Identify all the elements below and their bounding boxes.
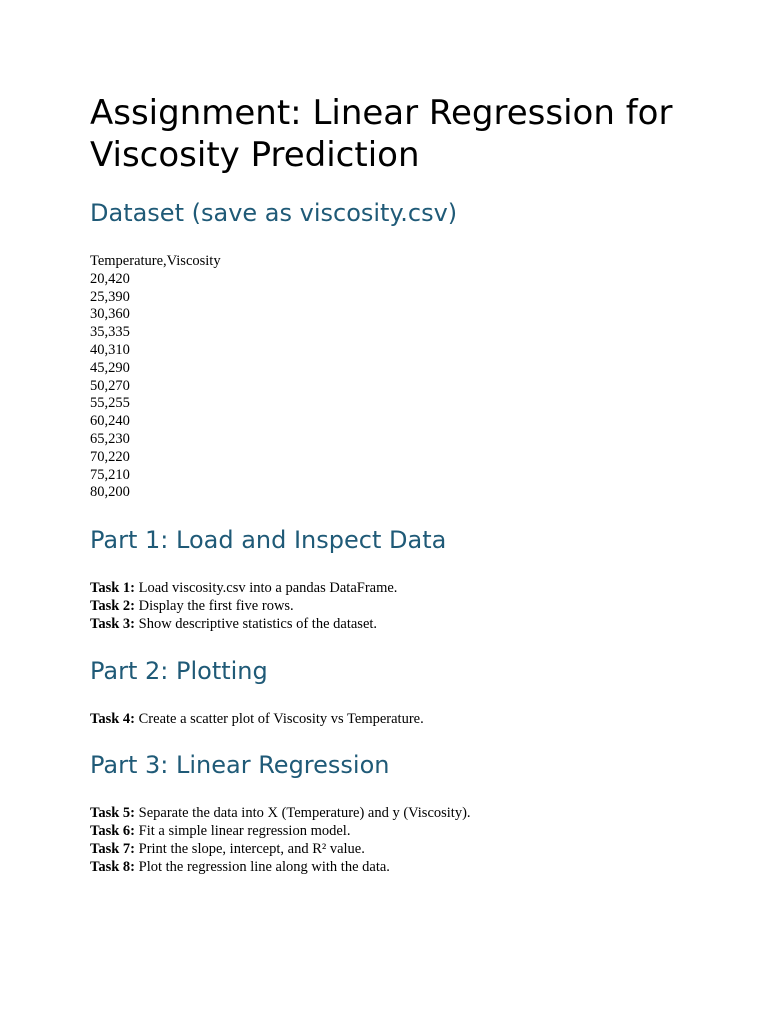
task-label: Task 3: bbox=[90, 615, 136, 632]
task-item bbox=[90, 823, 730, 841]
csv-line: 25,390 bbox=[90, 288, 130, 305]
csv-line: 70,220 bbox=[90, 448, 130, 465]
task-item bbox=[90, 859, 730, 877]
task-text: Create a scatter plot of Viscosity vs Temperature. bbox=[135, 710, 424, 727]
csv-line: 55,255 bbox=[90, 395, 130, 412]
task-item bbox=[90, 580, 730, 598]
csv-line: 45,290 bbox=[90, 359, 130, 376]
task-item bbox=[90, 598, 730, 616]
part-2-task-list bbox=[90, 711, 730, 729]
csv-data-block bbox=[90, 253, 730, 502]
task-label: Task 5: bbox=[90, 805, 136, 822]
csv-line: Temperature,Viscosity bbox=[90, 253, 221, 269]
task-label: Task 1: bbox=[90, 580, 136, 597]
csv-line: 40,310 bbox=[90, 341, 130, 358]
csv-line: 80,200 bbox=[90, 484, 130, 501]
part-2-heading: Part 2: Plotting bbox=[90, 656, 268, 685]
task-item bbox=[90, 805, 730, 823]
document-title: Assignment: Linear Regression for Viscosity Prediction bbox=[90, 93, 673, 175]
csv-line: 60,240 bbox=[90, 413, 130, 430]
csv-line: 20,420 bbox=[90, 270, 130, 287]
task-text: Plot the regression line along with the data. bbox=[135, 858, 390, 875]
task-text: Load viscosity.csv into a pandas DataFrame. bbox=[135, 580, 398, 597]
task-text: Show descriptive statistics of the dataset. bbox=[135, 615, 378, 632]
task-item bbox=[90, 616, 730, 634]
part-3-heading: Part 3: Linear Regression bbox=[90, 751, 390, 780]
task-text: Fit a simple linear regression model. bbox=[135, 823, 351, 840]
document-page bbox=[90, 92, 730, 877]
task-item bbox=[90, 711, 730, 729]
csv-line: 50,270 bbox=[90, 377, 130, 394]
task-label: Task 8: bbox=[90, 858, 136, 875]
task-text: Separate the data into X (Temperature) and y (Viscosity). bbox=[135, 805, 471, 822]
task-text: Print the slope, intercept, and R² value. bbox=[135, 840, 365, 857]
part-1-task-list bbox=[90, 580, 730, 633]
task-text: Display the first five rows. bbox=[135, 597, 294, 614]
csv-line: 65,230 bbox=[90, 430, 130, 447]
csv-line: 75,210 bbox=[90, 466, 130, 483]
csv-line: 30,360 bbox=[90, 306, 130, 323]
dataset-heading: Dataset (save as viscosity.csv) bbox=[90, 199, 458, 227]
task-label: Task 7: bbox=[90, 840, 136, 857]
part-3-task-list bbox=[90, 805, 730, 876]
part-1-heading: Part 1: Load and Inspect Data bbox=[90, 526, 447, 555]
task-label: Task 6: bbox=[90, 823, 136, 840]
csv-line: 35,335 bbox=[90, 324, 130, 341]
task-label: Task 4: bbox=[90, 710, 136, 727]
task-item bbox=[90, 841, 730, 859]
task-label: Task 2: bbox=[90, 597, 136, 614]
